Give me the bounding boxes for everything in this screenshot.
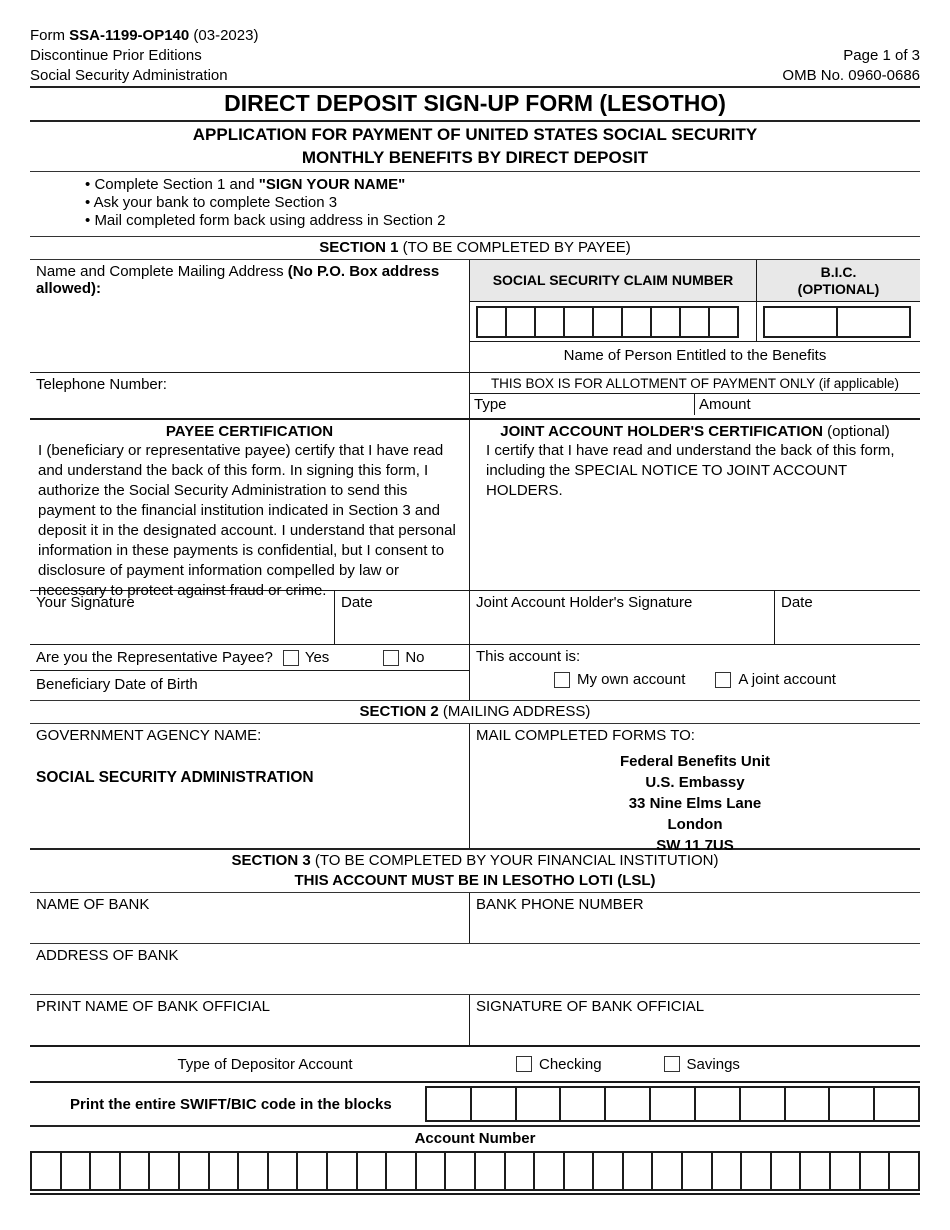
entry-box[interactable]	[89, 1151, 121, 1191]
bic-boxes[interactable]	[763, 306, 911, 338]
entry-box[interactable]	[770, 1151, 802, 1191]
entry-box[interactable]	[425, 1086, 472, 1122]
joint-signature-field[interactable]: Joint Account Holder's Signature	[470, 591, 775, 644]
savings-checkbox[interactable]	[664, 1056, 680, 1072]
discontinue-note: Discontinue Prior Editions	[30, 47, 202, 64]
own-account-label: My own account	[577, 671, 686, 688]
mailing-address-field[interactable]: Name and Complete Mailing Address (No P.O. Box address allowed):	[30, 260, 470, 372]
entry-box[interactable]	[828, 1086, 875, 1122]
entry-box[interactable]	[621, 306, 652, 338]
entry-box[interactable]	[356, 1151, 388, 1191]
instruction-item: • Complete Section 1 and "SIGN YOUR NAME"	[85, 176, 406, 193]
section3-currency-note: THIS ACCOUNT MUST BE IN LESOTHO LOTI (LSL)	[294, 872, 656, 889]
entry-box[interactable]	[649, 1086, 696, 1122]
entry-box[interactable]	[739, 1086, 786, 1122]
entry-box[interactable]	[267, 1151, 299, 1191]
entry-box[interactable]	[651, 1151, 683, 1191]
checking-checkbox[interactable]	[516, 1056, 532, 1072]
swift-code-boxes[interactable]	[425, 1086, 920, 1122]
section1-header: SECTION 1 (TO BE COMPLETED BY PAYEE)	[319, 239, 631, 256]
section3-header: SECTION 3 (TO BE COMPLETED BY YOUR FINANCIAL INSTITUTION)	[231, 852, 719, 869]
entry-box[interactable]	[592, 1151, 624, 1191]
entry-box[interactable]	[622, 1151, 654, 1191]
entry-box[interactable]	[711, 1151, 743, 1191]
bank-official-name-field[interactable]: PRINT NAME OF BANK OFFICIAL	[30, 995, 470, 1045]
entry-box[interactable]	[30, 1151, 62, 1191]
form-subtitle: APPLICATION FOR PAYMENT OF UNITED STATES SOCIAL SECURITY MONTHLY BENEFITS BY DIRECT DEPOSIT	[192, 125, 758, 167]
savings-label: Savings	[686, 1055, 740, 1073]
page-indicator: Page 1 of 3	[843, 47, 920, 64]
entry-box[interactable]	[799, 1151, 831, 1191]
entry-box[interactable]	[694, 1086, 741, 1122]
entry-box[interactable]	[604, 1086, 651, 1122]
entry-box[interactable]	[829, 1151, 861, 1191]
joint-account-label: A joint account	[738, 671, 836, 688]
rep-payee-no-label: No	[405, 649, 425, 666]
instruction-item: • Ask your bank to complete Section 3	[85, 194, 338, 211]
allotment-type-field[interactable]: Type	[470, 394, 695, 415]
entry-box[interactable]	[563, 306, 594, 338]
entry-box[interactable]	[679, 306, 710, 338]
entry-box[interactable]	[148, 1151, 180, 1191]
account-number-label: Account Number	[414, 1130, 536, 1147]
bank-address-field[interactable]: ADDRESS OF BANK	[36, 947, 179, 964]
entry-box[interactable]	[444, 1151, 476, 1191]
entry-box[interactable]	[563, 1151, 595, 1191]
your-signature-date-field[interactable]: Date	[335, 591, 470, 644]
depositor-type-label: Type of Depositor Account	[177, 1055, 353, 1073]
payee-certification-title: PAYEE CERTIFICATION	[165, 423, 334, 440]
entry-box[interactable]	[763, 306, 838, 338]
rep-payee-no-checkbox[interactable]	[383, 650, 399, 666]
joint-signature-date-field[interactable]: Date	[781, 594, 813, 611]
entry-box[interactable]	[208, 1151, 240, 1191]
your-signature-field[interactable]: Your Signature	[30, 591, 335, 644]
allotment-amount-field[interactable]: Amount	[699, 396, 751, 413]
claim-number-boxes[interactable]	[476, 306, 739, 338]
entitled-name-field[interactable]: Name of Person Entitled to the Benefits	[563, 347, 827, 364]
beneficiary-dob-field[interactable]: Beneficiary Date of Birth	[36, 676, 198, 693]
entry-box[interactable]	[296, 1151, 328, 1191]
entry-box[interactable]	[534, 306, 565, 338]
entry-box[interactable]	[533, 1151, 565, 1191]
bank-name-field[interactable]: NAME OF BANK	[30, 893, 470, 943]
government-agency-label: GOVERNMENT AGENCY NAME:	[36, 727, 262, 744]
form-number: SSA-1199-OP140	[69, 27, 190, 44]
swift-code-label: Print the entire SWIFT/BIC code in the blocks	[70, 1095, 392, 1113]
claim-number-header: SOCIAL SECURITY CLAIM NUMBER	[470, 260, 757, 301]
rep-payee-yes-checkbox[interactable]	[283, 650, 299, 666]
entry-box[interactable]	[237, 1151, 269, 1191]
joint-account-checkbox[interactable]	[715, 672, 731, 688]
entry-box[interactable]	[119, 1151, 151, 1191]
entry-box[interactable]	[474, 1151, 506, 1191]
mail-to-address: Federal Benefits Unit U.S. Embassy 33 Nine Elms Lane London SW 11 7US	[619, 753, 771, 854]
agency-line: Social Security Administration	[30, 67, 228, 84]
entry-box[interactable]	[385, 1151, 417, 1191]
entry-box[interactable]	[836, 306, 911, 338]
entry-box[interactable]	[326, 1151, 358, 1191]
joint-certification-title: JOINT ACCOUNT HOLDER'S CERTIFICATION (optional)	[500, 423, 890, 440]
rep-payee-question: Are you the Representative Payee?	[36, 649, 273, 666]
entry-box[interactable]	[650, 306, 681, 338]
entry-box[interactable]	[708, 306, 739, 338]
entry-box[interactable]	[178, 1151, 210, 1191]
checking-label: Checking	[539, 1055, 602, 1073]
entry-box[interactable]	[592, 306, 623, 338]
entry-box[interactable]	[504, 1151, 536, 1191]
mail-to-label: MAIL COMPLETED FORMS TO:	[476, 727, 695, 744]
telephone-field[interactable]: Telephone Number:	[30, 373, 470, 418]
entry-box[interactable]	[505, 306, 536, 338]
allotment-header: THIS BOX IS FOR ALLOTMENT OF PAYMENT ONLY (if applicable)	[470, 373, 920, 394]
entry-box[interactable]	[784, 1086, 831, 1122]
entry-box[interactable]	[415, 1151, 447, 1191]
government-agency-name: SOCIAL SECURITY ADMINISTRATION	[36, 769, 314, 786]
entry-box[interactable]	[859, 1151, 891, 1191]
form-header	[30, 26, 920, 86]
entry-box[interactable]	[515, 1086, 562, 1122]
instruction-item: • Mail completed form back using address in Section 2	[85, 212, 446, 229]
entry-box[interactable]	[60, 1151, 92, 1191]
payee-certification-text: I (beneficiary or representative payee) certify that I have read and understand the back of this form. In signing this form, I authorize the Social Security Administration to send this payment to the financial institution indicated in Section 3 and deposit it in the designated account. I understand that personal information in these payments is confidential, but I consent to disclosure of payment information compelled by law or necessary to protect against fraud or crime.	[38, 442, 456, 599]
own-account-checkbox[interactable]	[554, 672, 570, 688]
bank-official-signature-field[interactable]: SIGNATURE OF BANK OFFICIAL	[476, 998, 705, 1015]
entry-box[interactable]	[888, 1151, 920, 1191]
joint-certification-text: I certify that I have read and understand the back of this form, including the SPECIAL NOTICE TO JOINT ACCOUNT HOLDERS.	[486, 442, 895, 499]
bank-phone-field[interactable]: BANK PHONE NUMBER	[476, 896, 644, 913]
account-number-boxes[interactable]	[30, 1150, 920, 1193]
entry-box[interactable]	[873, 1086, 920, 1122]
entry-box[interactable]	[681, 1151, 713, 1191]
account-is-label: This account is:	[476, 648, 581, 665]
entry-box[interactable]	[740, 1151, 772, 1191]
rep-payee-yes-label: Yes	[304, 649, 330, 666]
instructions-list	[30, 172, 920, 236]
section2-header: SECTION 2 (MAILING ADDRESS)	[359, 703, 591, 720]
form-number-line: Form SSA-1199-OP140 (03-2023)	[30, 27, 259, 44]
page-title: DIRECT DEPOSIT SIGN-UP FORM (LESOTHO)	[224, 90, 726, 116]
entry-box[interactable]	[559, 1086, 606, 1122]
bic-header: B.I.C. (OPTIONAL)	[757, 260, 920, 301]
entry-box[interactable]	[476, 306, 507, 338]
entry-box[interactable]	[470, 1086, 517, 1122]
omb-number: OMB No. 0960-0686	[782, 67, 920, 84]
